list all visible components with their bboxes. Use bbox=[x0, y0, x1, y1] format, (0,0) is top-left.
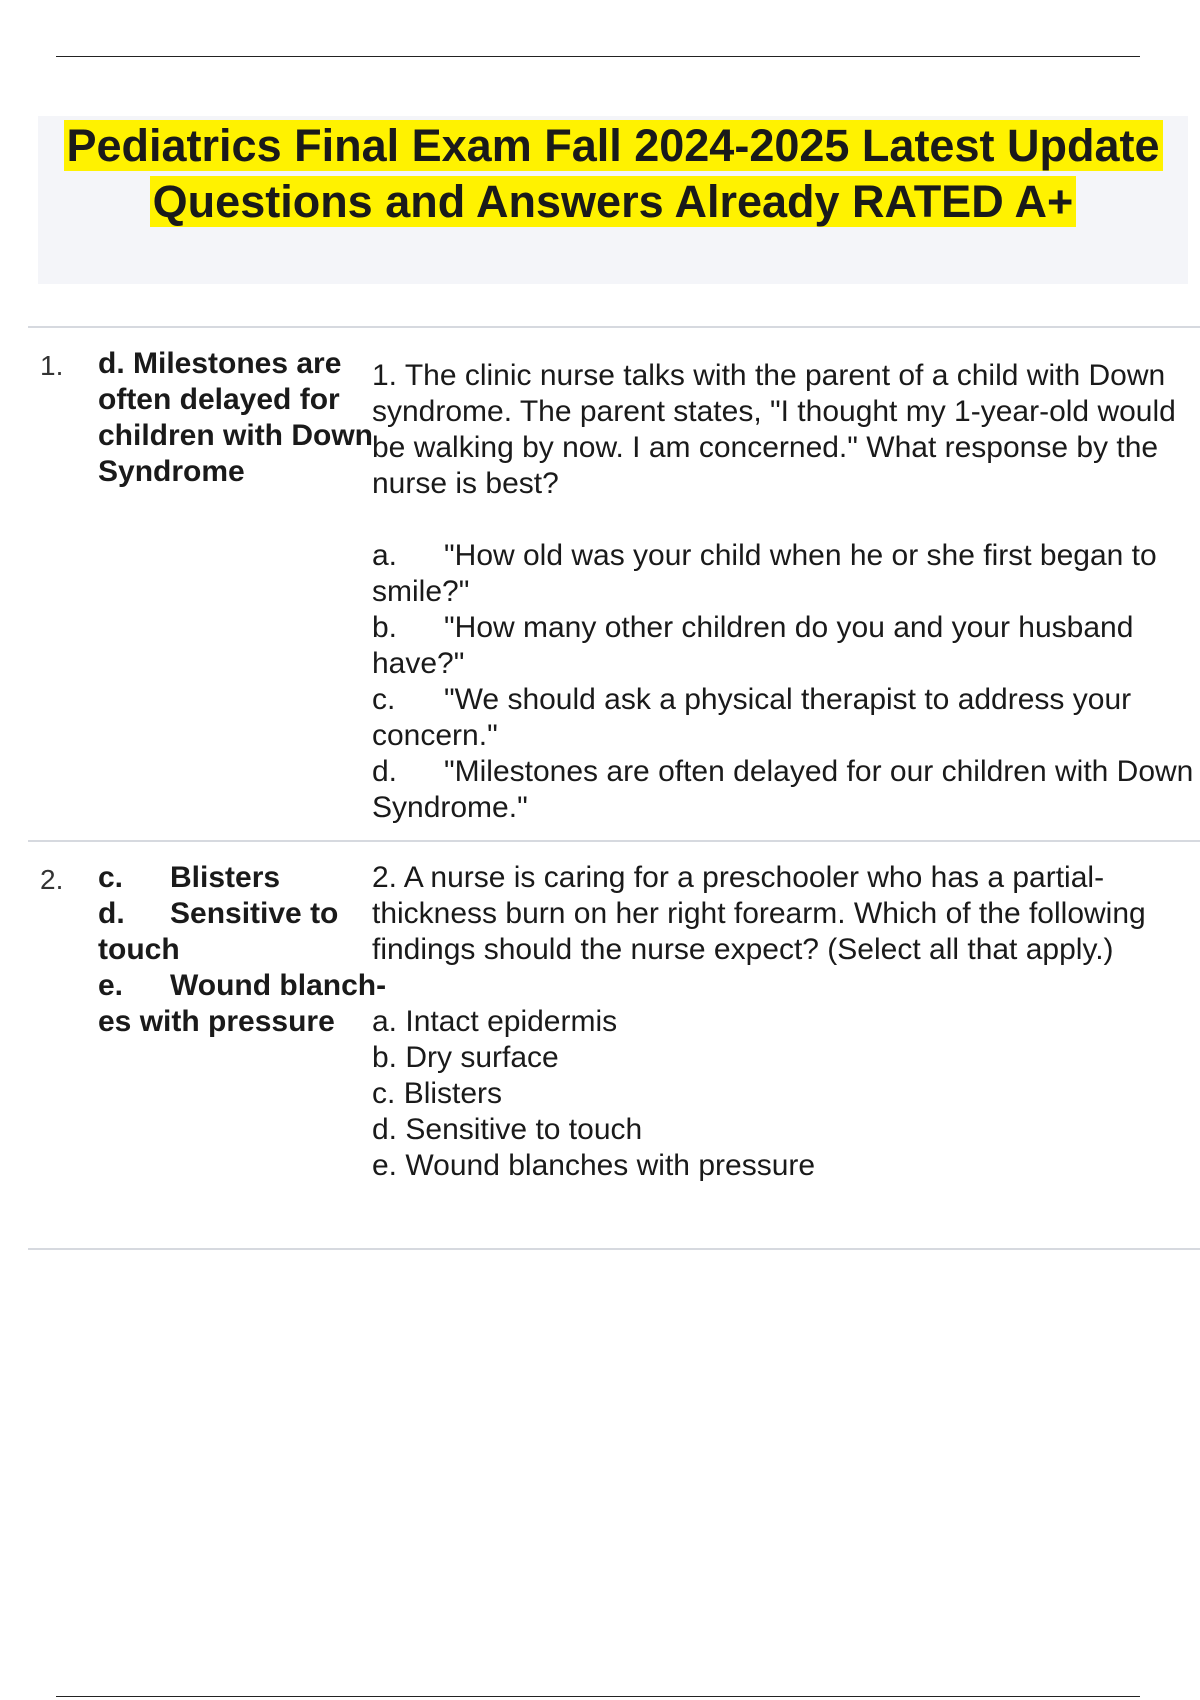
answer-letter: e. bbox=[98, 969, 124, 1002]
answer-c bbox=[98, 860, 388, 896]
option-letter: b. bbox=[372, 611, 398, 644]
bottom-rule bbox=[56, 1696, 1140, 1697]
card-question-block bbox=[372, 358, 1200, 826]
card-question-block bbox=[372, 860, 1200, 1184]
card-number: 2. bbox=[40, 864, 64, 895]
options-list bbox=[372, 538, 1200, 826]
flashcard-2 bbox=[28, 840, 1200, 1250]
option-letter: c. bbox=[372, 1077, 396, 1110]
card-number: 1. bbox=[40, 350, 64, 381]
option-text: Dry surface bbox=[405, 1041, 559, 1074]
option-letter: a. bbox=[372, 1005, 398, 1038]
flashcard-1 bbox=[28, 326, 1200, 840]
option-letter: d. bbox=[372, 1113, 398, 1146]
answer-text: Sensitive to touch bbox=[98, 897, 339, 966]
option-text: "How old was your child when he or she first began to smile?" bbox=[372, 539, 1157, 608]
option-text: "Milestones are often delayed for our children with Down Syndrome." bbox=[372, 755, 1194, 824]
option-text: "We should ask a physical therapist to address your concern." bbox=[372, 683, 1132, 752]
option-letter: c. bbox=[372, 683, 396, 716]
option-text: Wound blanches with pressure bbox=[405, 1149, 816, 1182]
options-list bbox=[372, 1004, 1200, 1184]
card-answer: d. Milestones are often delayed for children with Down Syndrome bbox=[98, 347, 373, 488]
option-text: Blisters bbox=[403, 1077, 503, 1110]
answer-letter: c. bbox=[98, 861, 124, 894]
question-text: 1. The clinic nurse talks with the parent of a child with Down syndrome. The parent states, "I thought my 1-year-old would be walking by now. I am concerned." What response by the nurse is best? bbox=[372, 359, 1176, 500]
card-answer-list bbox=[98, 860, 388, 1040]
option-b bbox=[372, 1040, 1200, 1076]
option-text: Intact epidermis bbox=[405, 1005, 618, 1038]
option-d bbox=[372, 754, 1200, 826]
answer-letter: d. bbox=[98, 897, 125, 930]
option-letter: a. bbox=[372, 539, 398, 572]
answer-e bbox=[98, 968, 388, 1040]
question-text: 2. A nurse is caring for a preschooler who has a partial-thickness burn on her right forearm. Which of the following findings should the nurse expect? (Select all that apply.) bbox=[372, 861, 1146, 966]
option-c bbox=[372, 682, 1200, 754]
option-b bbox=[372, 610, 1200, 682]
answer-d bbox=[98, 896, 388, 968]
page-title bbox=[38, 118, 1188, 230]
option-d bbox=[372, 1112, 1200, 1148]
title-highlight: Pediatrics Final Exam Fall 2024-2025 Latest Update Questions and Answers Already RATED A+ bbox=[64, 120, 1163, 227]
answer-text: Blisters bbox=[170, 861, 281, 894]
answer-text: Wound blanch-es with pressure bbox=[98, 969, 387, 1038]
option-e bbox=[372, 1148, 1200, 1184]
option-letter: d. bbox=[372, 755, 398, 788]
option-a bbox=[372, 538, 1200, 610]
option-text: "How many other children do you and your husband have?" bbox=[372, 611, 1134, 680]
title-box bbox=[38, 116, 1188, 284]
option-letter: b. bbox=[372, 1041, 398, 1074]
option-letter: e. bbox=[372, 1149, 398, 1182]
top-rule bbox=[56, 56, 1140, 57]
option-text: Sensitive to touch bbox=[405, 1113, 643, 1146]
option-a bbox=[372, 1004, 1200, 1040]
option-c bbox=[372, 1076, 1200, 1112]
